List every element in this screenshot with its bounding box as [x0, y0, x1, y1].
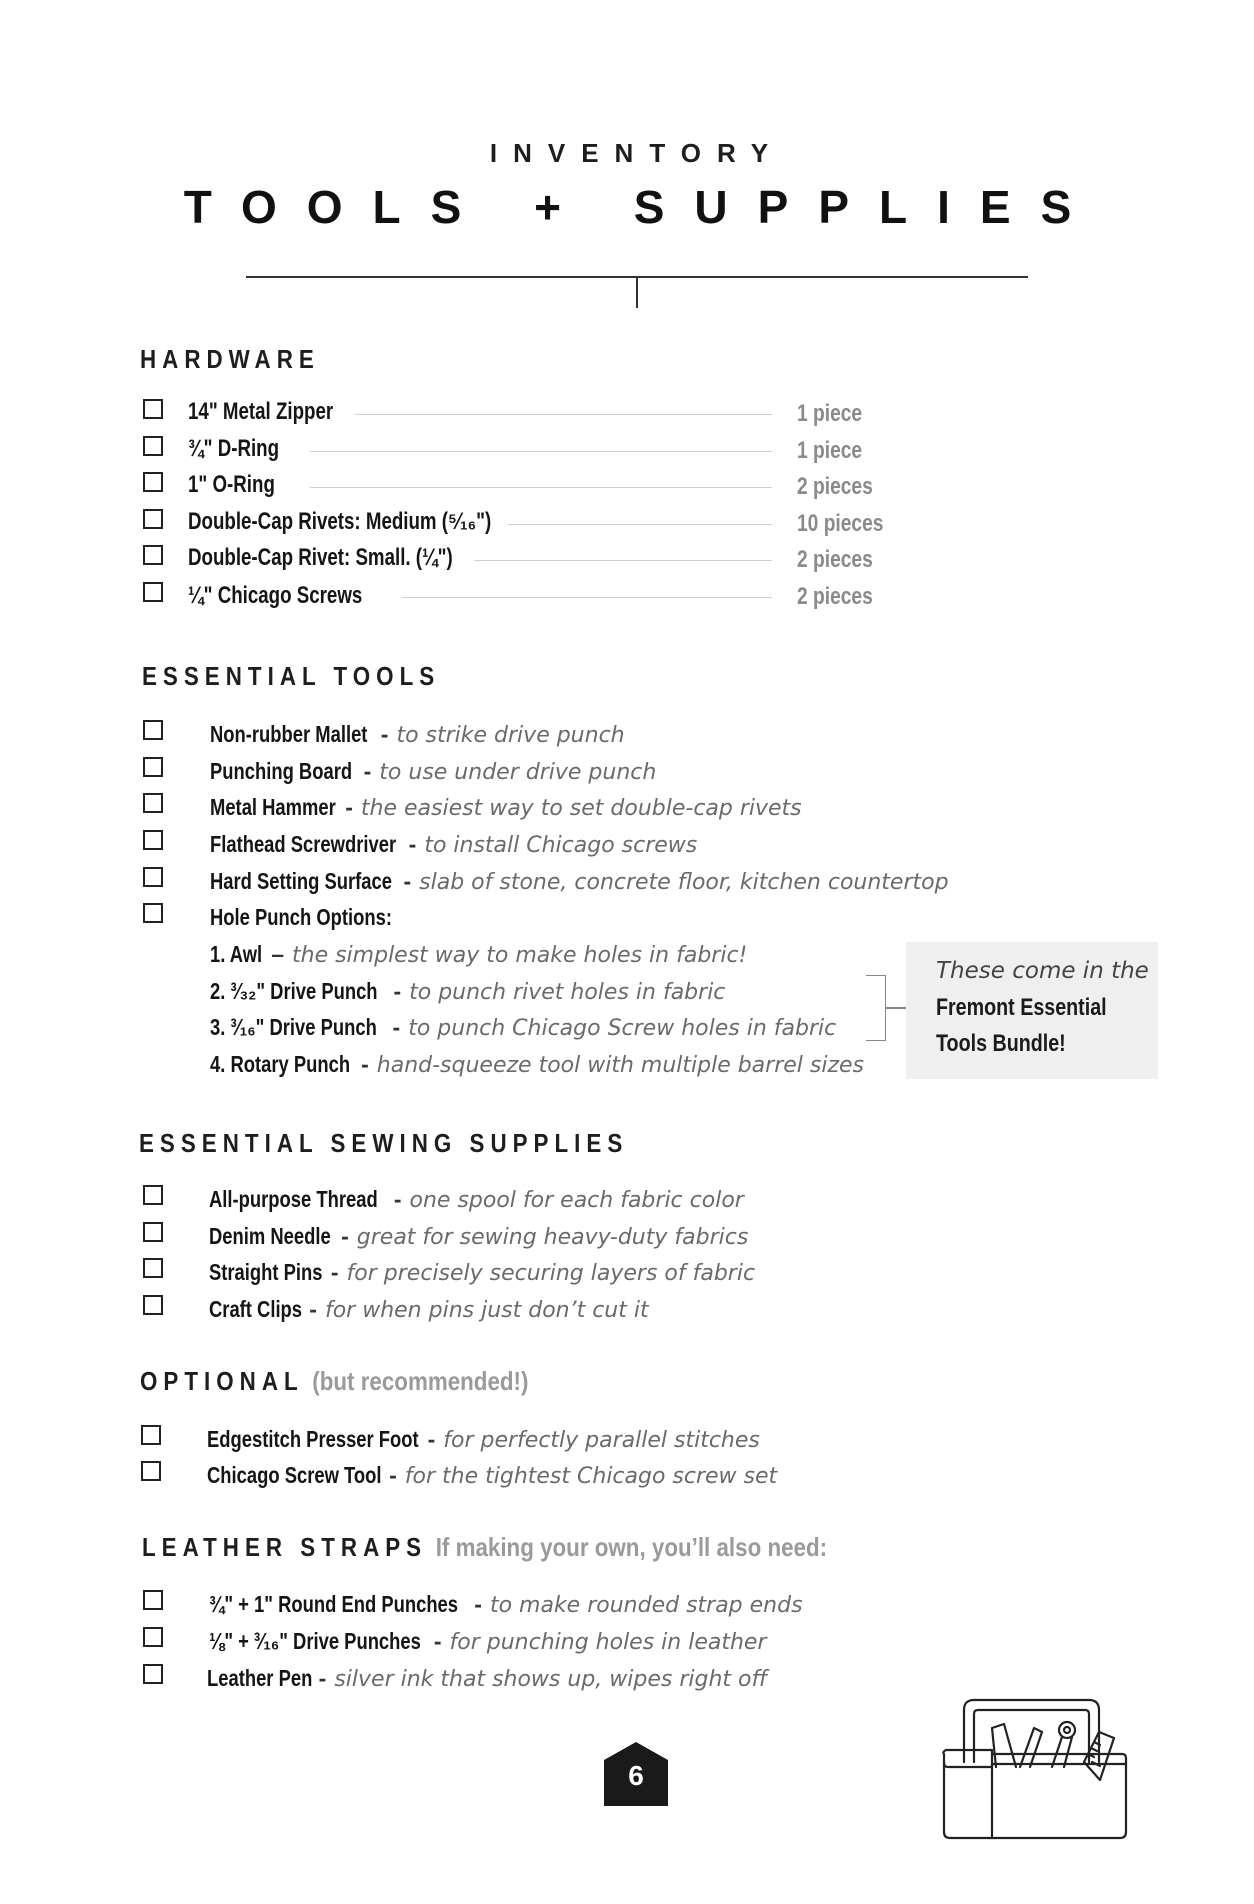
- checkbox-leather-round-end[interactable]: [143, 1590, 163, 1610]
- hardware-item-qty: 1 piece: [797, 400, 863, 427]
- item-desc: silver ink that shows up, wipes right off: [334, 1667, 768, 1692]
- checkbox-tool-flathead-screwdriver[interactable]: [143, 830, 163, 850]
- checkbox-hardware-2[interactable]: [143, 436, 163, 456]
- dash: -: [403, 868, 412, 894]
- item-label: Straight Pins: [209, 1259, 323, 1285]
- item-desc: great for sewing heavy-duty fabrics: [356, 1225, 749, 1250]
- hardware-item-label: 14" Metal Zipper: [188, 398, 334, 425]
- checkbox-sewing-pins[interactable]: [143, 1258, 163, 1278]
- list-item: [209, 1258, 755, 1288]
- checkbox-tool-metal-hammer[interactable]: [143, 793, 163, 813]
- item-desc: to use under drive punch: [379, 760, 657, 785]
- checkbox-hardware-6[interactable]: [143, 582, 163, 602]
- checkbox-hardware-5[interactable]: [143, 545, 163, 565]
- item-label: ¾" + 1" Round End Punches: [209, 1591, 459, 1617]
- hardware-item-label: Double-Cap Rivet: Small. (¼"): [188, 544, 453, 571]
- hardware-item-qty: 10 pieces: [797, 510, 884, 537]
- list-item: [210, 793, 802, 823]
- item-desc: to strike drive punch: [396, 723, 625, 748]
- sub-item-desc: the simplest way to make holes in fabric!: [292, 943, 748, 968]
- list-item: [209, 1185, 744, 1215]
- list-item: [209, 1295, 649, 1325]
- leader-line: [508, 524, 772, 525]
- list-item: [207, 1461, 777, 1491]
- dash: –: [271, 941, 284, 967]
- dash: -: [408, 831, 417, 857]
- page-kicker: INVENTORY: [489, 138, 785, 168]
- checkbox-leather-drive-punches[interactable]: [143, 1627, 163, 1647]
- checkbox-sewing-clips[interactable]: [143, 1295, 163, 1315]
- item-desc: the easiest way to set double-cap rivets: [360, 796, 802, 821]
- checkbox-leather-pen[interactable]: [143, 1664, 163, 1684]
- dash: -: [427, 1426, 436, 1452]
- section-title-text: LEATHER STRAPS: [142, 1532, 428, 1562]
- dash: -: [341, 1223, 349, 1249]
- checkbox-hardware-1[interactable]: [143, 399, 163, 419]
- sub-item-label: 2. ³⁄₃₂" Drive Punch: [210, 978, 378, 1004]
- sub-item-desc: to punch Chicago Screw holes in fabric: [408, 1016, 837, 1041]
- checkbox-hardware-3[interactable]: [143, 472, 163, 492]
- dash: -: [309, 1296, 317, 1322]
- sub-item-label: 1. Awl: [210, 941, 263, 967]
- dash: -: [389, 1462, 397, 1488]
- list-item: [210, 757, 656, 787]
- item-label: Denim Needle: [209, 1223, 331, 1249]
- hardware-item-qty: 2 pieces: [797, 546, 873, 573]
- item-desc: one spool for each fabric color: [409, 1188, 744, 1213]
- item-label: Leather Pen: [207, 1665, 313, 1691]
- dash: -: [393, 1186, 402, 1212]
- item-desc: for punching holes in leather: [449, 1630, 767, 1655]
- sub-list-item: [210, 977, 725, 1007]
- hardware-item-label: ¾" D-Ring: [188, 435, 280, 462]
- leader-line: [355, 414, 772, 415]
- list-item: [210, 720, 625, 750]
- sub-item-desc: to punch rivet holes in fabric: [409, 980, 726, 1005]
- hardware-item-label: Double-Cap Rivets: Medium (⁵⁄₁₆"): [188, 508, 492, 535]
- callout-line-2: Fremont Essential: [936, 994, 1107, 1021]
- list-item: [207, 1425, 760, 1455]
- item-desc: to make rounded strap ends: [489, 1593, 803, 1618]
- section-title-optional: [140, 1366, 528, 1397]
- item-label: Hard Setting Surface: [210, 868, 392, 894]
- leader-line: [310, 451, 772, 452]
- dash: -: [318, 1665, 327, 1691]
- section-subtitle: If making your own, you’ll also need:: [435, 1532, 828, 1562]
- item-label: Flathead Screwdriver: [210, 831, 397, 857]
- leader-line: [310, 487, 772, 488]
- item-label: Edgestitch Presser Foot: [207, 1426, 419, 1452]
- item-label: Craft Clips: [209, 1296, 303, 1322]
- sub-list-item: [210, 1013, 836, 1043]
- page-number: 6: [628, 1760, 644, 1791]
- section-title-text: OPTIONAL: [140, 1366, 304, 1396]
- page-title: TOOLS + SUPPLIES: [183, 181, 1102, 233]
- toolbox-icon: [934, 1692, 1134, 1842]
- callout-bracket: [866, 975, 886, 1041]
- list-item: [209, 1590, 803, 1620]
- item-desc: for when pins just don’t cut it: [324, 1298, 649, 1323]
- dash: -: [380, 721, 389, 747]
- dash: -: [363, 758, 372, 784]
- hardware-item-qty: 1 piece: [797, 437, 863, 464]
- checkbox-tool-punching-board[interactable]: [143, 757, 163, 777]
- section-title-leather-straps: [142, 1532, 827, 1563]
- checkbox-sewing-needle[interactable]: [143, 1222, 163, 1242]
- list-item: [209, 1222, 748, 1252]
- header-divider-tick: [636, 277, 638, 308]
- sub-item-desc: hand-squeeze tool with multiple barrel sizes: [376, 1053, 865, 1078]
- item-label: All-purpose Thread: [209, 1186, 378, 1212]
- item-label: ⅛" + ³⁄₁₆" Drive Punches: [209, 1628, 421, 1654]
- dash: -: [474, 1591, 482, 1617]
- item-desc: for precisely securing layers of fabric: [346, 1261, 756, 1286]
- item-label: Punching Board: [210, 758, 353, 784]
- hardware-item-qty: 2 pieces: [797, 473, 873, 500]
- list-item: [210, 867, 949, 897]
- hardware-item-label: ¼" Chicago Screws: [188, 582, 363, 609]
- checkbox-hardware-4[interactable]: [143, 509, 163, 529]
- dash: -: [345, 794, 353, 820]
- sub-list-item: [210, 1050, 864, 1080]
- section-subtitle: (but recommended!): [312, 1366, 529, 1396]
- dash: -: [393, 978, 402, 1004]
- item-desc: for perfectly parallel stitches: [443, 1428, 760, 1453]
- checkbox-optional-presser-foot[interactable]: [141, 1425, 161, 1445]
- section-title-sewing-supplies: ESSENTIAL SEWING SUPPLIES: [139, 1128, 629, 1158]
- section-title-hardware: HARDWARE: [140, 344, 320, 374]
- checkbox-tool-mallet[interactable]: [143, 720, 163, 740]
- item-desc: slab of stone, concrete floor, kitchen countertop: [419, 870, 949, 895]
- item-desc: to install Chicago screws: [424, 833, 698, 858]
- item-label: Non-rubber Mallet: [210, 721, 368, 747]
- leader-line: [402, 597, 772, 598]
- sub-item-label: 4. Rotary Punch: [210, 1051, 351, 1077]
- list-item: [207, 1664, 767, 1694]
- checkbox-optional-screw-tool[interactable]: [141, 1461, 161, 1481]
- sub-item-label: 3. ³⁄₁₆" Drive Punch: [210, 1014, 377, 1040]
- checkbox-tool-hard-setting-surface[interactable]: [143, 867, 163, 887]
- callout-bracket-stub: [886, 1007, 906, 1009]
- sub-list-item: [210, 940, 747, 970]
- dash: -: [330, 1259, 339, 1285]
- dash: -: [392, 1014, 401, 1040]
- callout-line-1: These come in the: [936, 958, 1149, 984]
- dash: -: [433, 1628, 442, 1654]
- list-item: [210, 903, 437, 931]
- hardware-item-label: 1" O-Ring: [188, 471, 275, 498]
- list-item: [210, 830, 697, 860]
- item-label: Hole Punch Options:: [210, 904, 392, 930]
- list-item: [209, 1627, 767, 1657]
- item-label: Metal Hammer: [210, 794, 336, 820]
- section-title-essential-tools: ESSENTIAL TOOLS: [142, 661, 441, 691]
- leader-line: [474, 560, 772, 561]
- callout-line-3: Tools Bundle!: [936, 1030, 1066, 1057]
- checkbox-tool-hole-punch-options[interactable]: [143, 903, 163, 923]
- checkbox-sewing-thread[interactable]: [143, 1185, 163, 1205]
- item-label: Chicago Screw Tool: [207, 1462, 382, 1488]
- dash: -: [361, 1051, 369, 1077]
- hardware-item-qty: 2 pieces: [797, 583, 873, 610]
- item-desc: for the tightest Chicago screw set: [404, 1464, 778, 1489]
